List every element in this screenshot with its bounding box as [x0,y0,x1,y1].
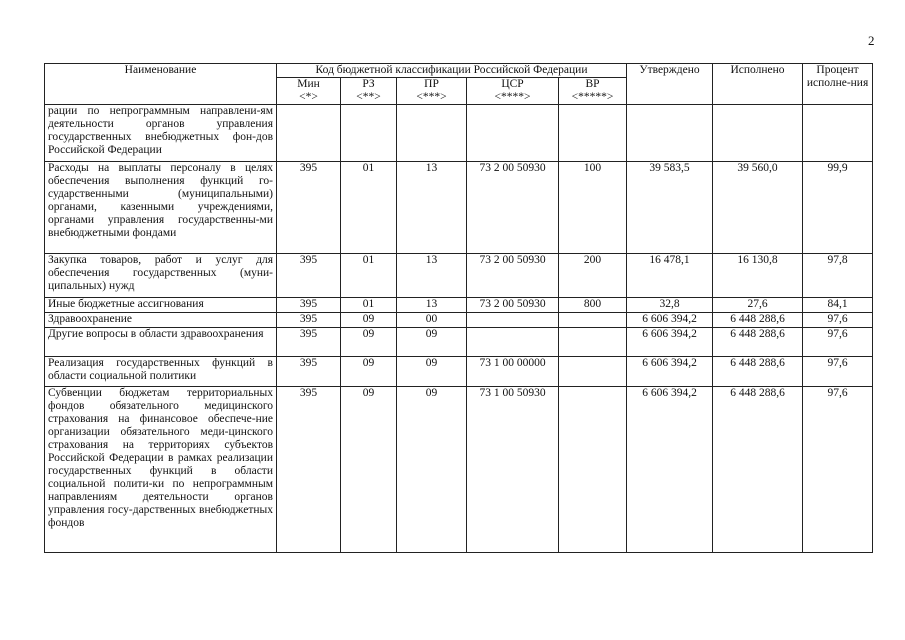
row-name: Здравоохранение [45,313,277,328]
row-csr: 73 2 00 50930 [467,162,559,254]
row-rz [341,105,397,162]
row-approved: 6 606 394,2 [627,328,713,357]
row-executed: 6 448 288,6 [713,387,803,553]
row-vr: 100 [559,162,627,254]
row-min [277,105,341,162]
page-number: 2 [868,33,875,48]
header-pr [397,78,467,105]
row-vr [559,313,627,328]
row-percent: 97,6 [803,357,873,387]
row-percent: 99,9 [803,162,873,254]
row-executed: 6 448 288,6 [713,328,803,357]
table-row [45,162,873,254]
table-row [45,254,873,298]
row-pr: 13 [397,254,467,298]
header-percent [803,64,873,105]
row-min: 395 [277,298,341,313]
row-csr: 73 1 00 50930 [467,387,559,553]
row-name: Расходы на выплаты персоналу в целях обеспечения выполнения функций го-сударственными (муниципальными) органами, казенными учреждениями, органами управления государственны-ми внебюджетными фондами [45,162,277,254]
row-csr: 73 2 00 50930 [467,298,559,313]
row-executed: 27,6 [713,298,803,313]
table-row [45,387,873,553]
header-rz [341,78,397,105]
row-rz: 01 [341,162,397,254]
row-approved: 39 583,5 [627,162,713,254]
row-pr [397,105,467,162]
row-pr: 13 [397,162,467,254]
header-code-group: Код бюджетной классификации Российской Федерации [277,64,627,78]
row-approved: 6 606 394,2 [627,387,713,553]
row-min: 395 [277,162,341,254]
table-row [45,328,873,357]
row-pr: 09 [397,328,467,357]
header-csr [467,78,559,105]
header-executed: Исполнено [713,64,803,105]
row-vr [559,387,627,553]
row-csr [467,313,559,328]
row-name: Реализация государственных функций в области социальной политики [45,357,277,387]
row-name: Закупка товаров, работ и услуг для обеспечения государственных (муни-ципальных) нужд [45,254,277,298]
row-pr: 09 [397,357,467,387]
row-percent: 84,1 [803,298,873,313]
row-pr: 09 [397,387,467,553]
row-vr: 200 [559,254,627,298]
row-approved: 6 606 394,2 [627,313,713,328]
row-vr [559,357,627,387]
row-executed [713,105,803,162]
row-csr [467,105,559,162]
row-rz: 09 [341,387,397,553]
row-percent: 97,8 [803,254,873,298]
header-pr-label: ПР [424,78,439,90]
table-row [45,298,873,313]
row-rz: 01 [341,298,397,313]
row-min: 395 [277,387,341,553]
header-vr [559,78,627,105]
row-approved: 6 606 394,2 [627,357,713,387]
header-row-1 [45,64,873,78]
row-min: 395 [277,328,341,357]
row-executed: 6 448 288,6 [713,357,803,387]
row-executed: 39 560,0 [713,162,803,254]
row-min: 395 [277,254,341,298]
header-percent-label: Процент исполне-ния [806,64,869,89]
row-executed: 6 448 288,6 [713,313,803,328]
row-csr [467,328,559,357]
header-vr-label: ВР [585,78,600,90]
row-rz: 09 [341,313,397,328]
header-name: Наименование [45,64,277,105]
header-min [277,78,341,105]
header-pr-note: <***> [416,91,447,103]
table-row [45,313,873,328]
row-approved: 16 478,1 [627,254,713,298]
row-rz: 09 [341,357,397,387]
header-min-label: Мин [297,78,320,90]
row-executed: 16 130,8 [713,254,803,298]
row-min: 395 [277,357,341,387]
row-csr: 73 2 00 50930 [467,254,559,298]
table-row [45,357,873,387]
row-percent: 97,6 [803,313,873,328]
header-approved: Утверждено [627,64,713,105]
header-csr-label: ЦСР [501,78,524,90]
row-rz: 09 [341,328,397,357]
row-percent: 97,6 [803,328,873,357]
header-min-note: <*> [299,91,318,103]
row-approved: 32,8 [627,298,713,313]
row-vr [559,105,627,162]
row-pr: 13 [397,298,467,313]
row-approved [627,105,713,162]
row-vr: 800 [559,298,627,313]
row-name: Субвенции бюджетам территориальных фондов обязательного медицинского страхования на финансовое обеспече-ние организации обязательного меди-цинского страхования на территориях субъектов Российской Федерации в рамках реализации государственных функций в области социальной полити-ки по непрограммным направлениям деятельности органов управления госу-дарственных внебюджетных фондов [45,387,277,553]
header-rz-note: <**> [356,91,381,103]
budget-table [44,63,873,553]
row-name: Другие вопросы в области здравоохранения [45,328,277,357]
row-csr: 73 1 00 00000 [467,357,559,387]
row-rz: 01 [341,254,397,298]
table-row [45,105,873,162]
row-pr: 00 [397,313,467,328]
header-vr-note: <*****> [571,91,614,103]
row-name: рации по непрограммным направлени-ям деятельности органов управления государственных внебюджетных фон-дов Российской Федерации [45,105,277,162]
row-min: 395 [277,313,341,328]
row-vr [559,328,627,357]
row-percent [803,105,873,162]
row-name: Иные бюджетные ассигнования [45,298,277,313]
header-rz-label: РЗ [362,78,375,90]
header-csr-note: <****> [494,91,531,103]
row-percent: 97,6 [803,387,873,553]
